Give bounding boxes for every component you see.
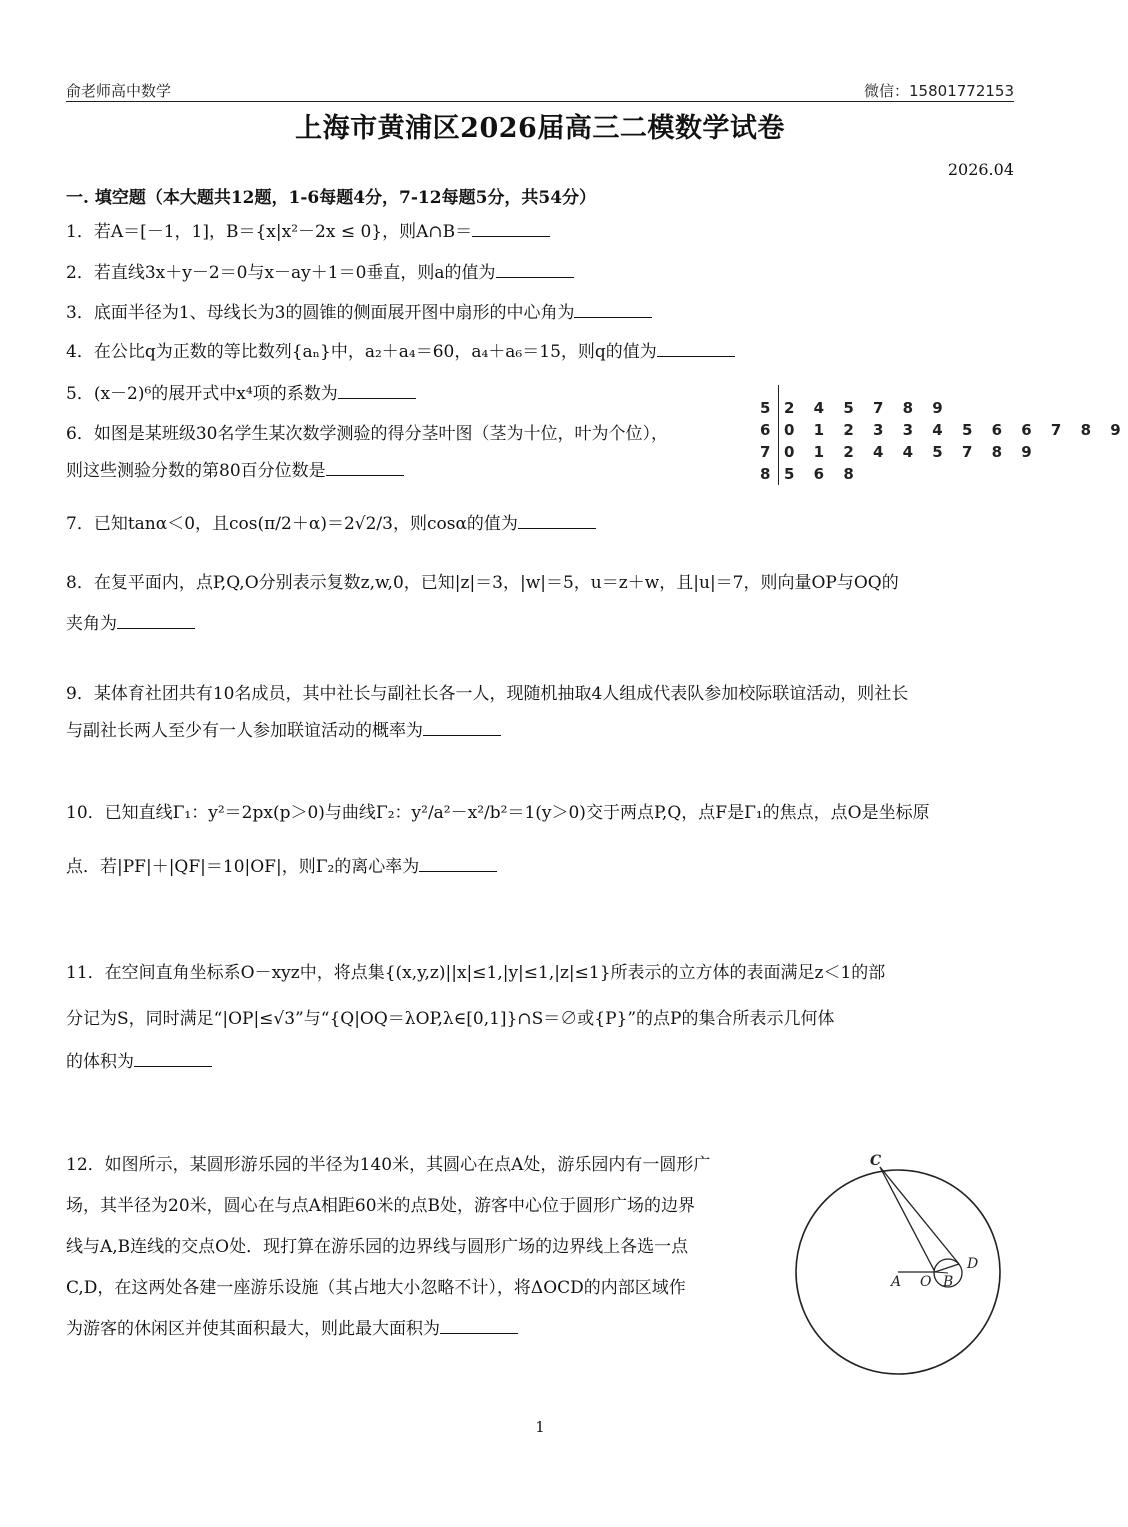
question-1 [66,222,550,242]
answer-blank [496,263,574,278]
question-10-line-2 [66,857,497,877]
stem-row [760,441,1039,463]
page-number: 1 [535,1418,545,1436]
label-d: D [967,1256,979,1272]
question-10-line-1: 10．已知直线Γ₁：y²＝2px(p＞0)与曲线Γ₂：y²/a²－x²/b²＝1(y＞0)交于两点P,Q，点F是Γ₁的焦点，点O是坐标原 [66,803,930,823]
question-7 [66,514,596,534]
stem-leaf-divider [778,385,779,485]
question-6-text: 则这些测验分数的第80百分位数是 [66,461,326,481]
answer-blank [423,721,501,736]
answer-blank [419,857,497,872]
header-rule [66,101,1014,102]
question-1-text: 1．若A＝[－1，1]，B＝{x|x²－2x ≤ 0}，则A∩B＝ [66,222,473,242]
question-4 [66,342,735,362]
question-3-text: 3．底面半径为1、母线长为3的圆锥的侧面展开图中扇形的中心角为 [66,303,575,323]
answer-blank [472,222,550,237]
question-12-line-3: 线与A,B连线的交点O处．现打算在游乐园的边界线与圆形广场的边界线上各选一点 [66,1237,689,1257]
question-2 [66,263,574,283]
stem-row [760,397,950,419]
segment-co [880,1167,935,1272]
question-9-line-2 [66,721,501,741]
stem-leaves: 5 6 8 [784,465,861,483]
question-8-line-1: 8．在复平面内，点P,Q,O分别表示复数z,w,0，已知|z|＝3，|w|＝5，u＝z＋w，且|u|＝7，则向量OP与OQ的 [66,573,899,593]
question-11-line-2: 分记为S，同时满足“|OP|≤√3”与“{Q|OQ＝λOP,λ∈[0,1]}∩S＝∅或{P}”的点P的集合所表示几何体 [66,1009,835,1029]
question-4-text: 4．在公比q为正数的等比数列{aₙ}中，a₂＋a₄＝60，a₄＋a₆＝15，则q的值为 [66,342,657,362]
question-6-line-1: 6．如图是某班级30名学生某次数学测验的得分茎叶图（茎为十位，叶为个位）， [66,424,668,444]
question-8-line-2 [66,614,195,634]
label-o: O [920,1274,932,1290]
answer-blank [574,303,652,318]
label-a: A [891,1274,902,1290]
answer-blank [117,614,195,629]
page-title: 上海市黄浦区2026届高三二模数学试卷 [295,113,785,144]
question-6-line-2 [66,461,404,481]
header-right: 微信：15801772153 [864,82,1014,100]
stem-leaves: 2 4 5 7 8 9 [784,399,950,417]
answer-blank [518,514,596,529]
segment-cd [880,1167,959,1264]
stem-key: 7 [760,443,771,461]
stem-row [760,419,1128,441]
question-9-text: 与副社长两人至少有一人参加联谊活动的概率为 [66,721,423,741]
question-2-text: 2．若直线3x＋y－2＝0与x－ay＋1＝0垂直，则a的值为 [66,263,496,283]
answer-blank [134,1052,212,1067]
question-3 [66,303,652,323]
exam-date: 2026.04 [947,160,1014,179]
answer-blank [657,342,735,357]
stem-leaves: 0 1 2 4 4 5 7 8 9 [784,443,1039,461]
question-12-text: 为游客的休闲区并使其面积最大，则此最大面积为 [66,1319,440,1339]
question-12-line-4: C,D，在这两处各建一座游乐设施（其占地大小忽略不计），将ΔOCD的内部区域作 [66,1278,686,1298]
question-12-line-2: 场，其半径为20米，圆心在与点A相距60米的点B处，游客中心位于圆形广场的边界 [66,1196,696,1216]
question-11-line-1: 11．在空间直角坐标系O－xyz中，将点集{(x,y,z)||x|≤1,|y|≤1,|z|≤1}所表示的立方体的表面满足z＜1的部 [66,963,886,983]
stem-key: 6 [760,421,771,439]
header-left: 俞老师高中数学 [66,82,172,100]
stem-row [760,463,861,485]
label-b: B [943,1274,954,1290]
question-12-line-1: 12．如图所示，某圆形游乐园的半径为140米，其圆心在点A处，游乐园内有一圆形广 [66,1155,711,1175]
segment-ob [935,1272,948,1273]
section-heading: 一. 填空题（本大题共12题，1-6每题4分，7-12每题5分，共54分） [66,188,597,208]
question-11-text: 的体积为 [66,1052,134,1072]
question-12-line-5 [66,1319,518,1339]
question-5-text: 5．(x－2)⁶的展开式中x⁴项的系数为 [66,384,338,404]
stem-key: 5 [760,399,771,417]
question-10-text: 点．若|PF|＋|QF|＝10|OF|，则Γ₂的离心率为 [66,857,420,877]
question-7-text: 7．已知tanα＜0，且cos(π/2＋α)＝2√2/3，则cosα的值为 [66,514,518,534]
question-11-line-3 [66,1052,212,1072]
answer-blank [440,1319,518,1334]
answer-blank [326,461,404,476]
stem-key: 8 [760,465,771,483]
stem-leaves: 0 1 2 3 3 4 5 6 6 7 8 9 [784,421,1128,439]
segment-od [935,1264,959,1272]
question-8-text: 夹角为 [66,614,117,634]
label-c: C [870,1153,882,1169]
answer-blank [338,384,416,399]
amusement-park-figure [790,1148,1020,1380]
question-5 [66,384,416,404]
question-9-line-1: 9．某体育社团共有10名成员，其中社长与副社长各一人，现随机抽取4人组成代表队参加校际联谊活动，则社长 [66,684,909,704]
